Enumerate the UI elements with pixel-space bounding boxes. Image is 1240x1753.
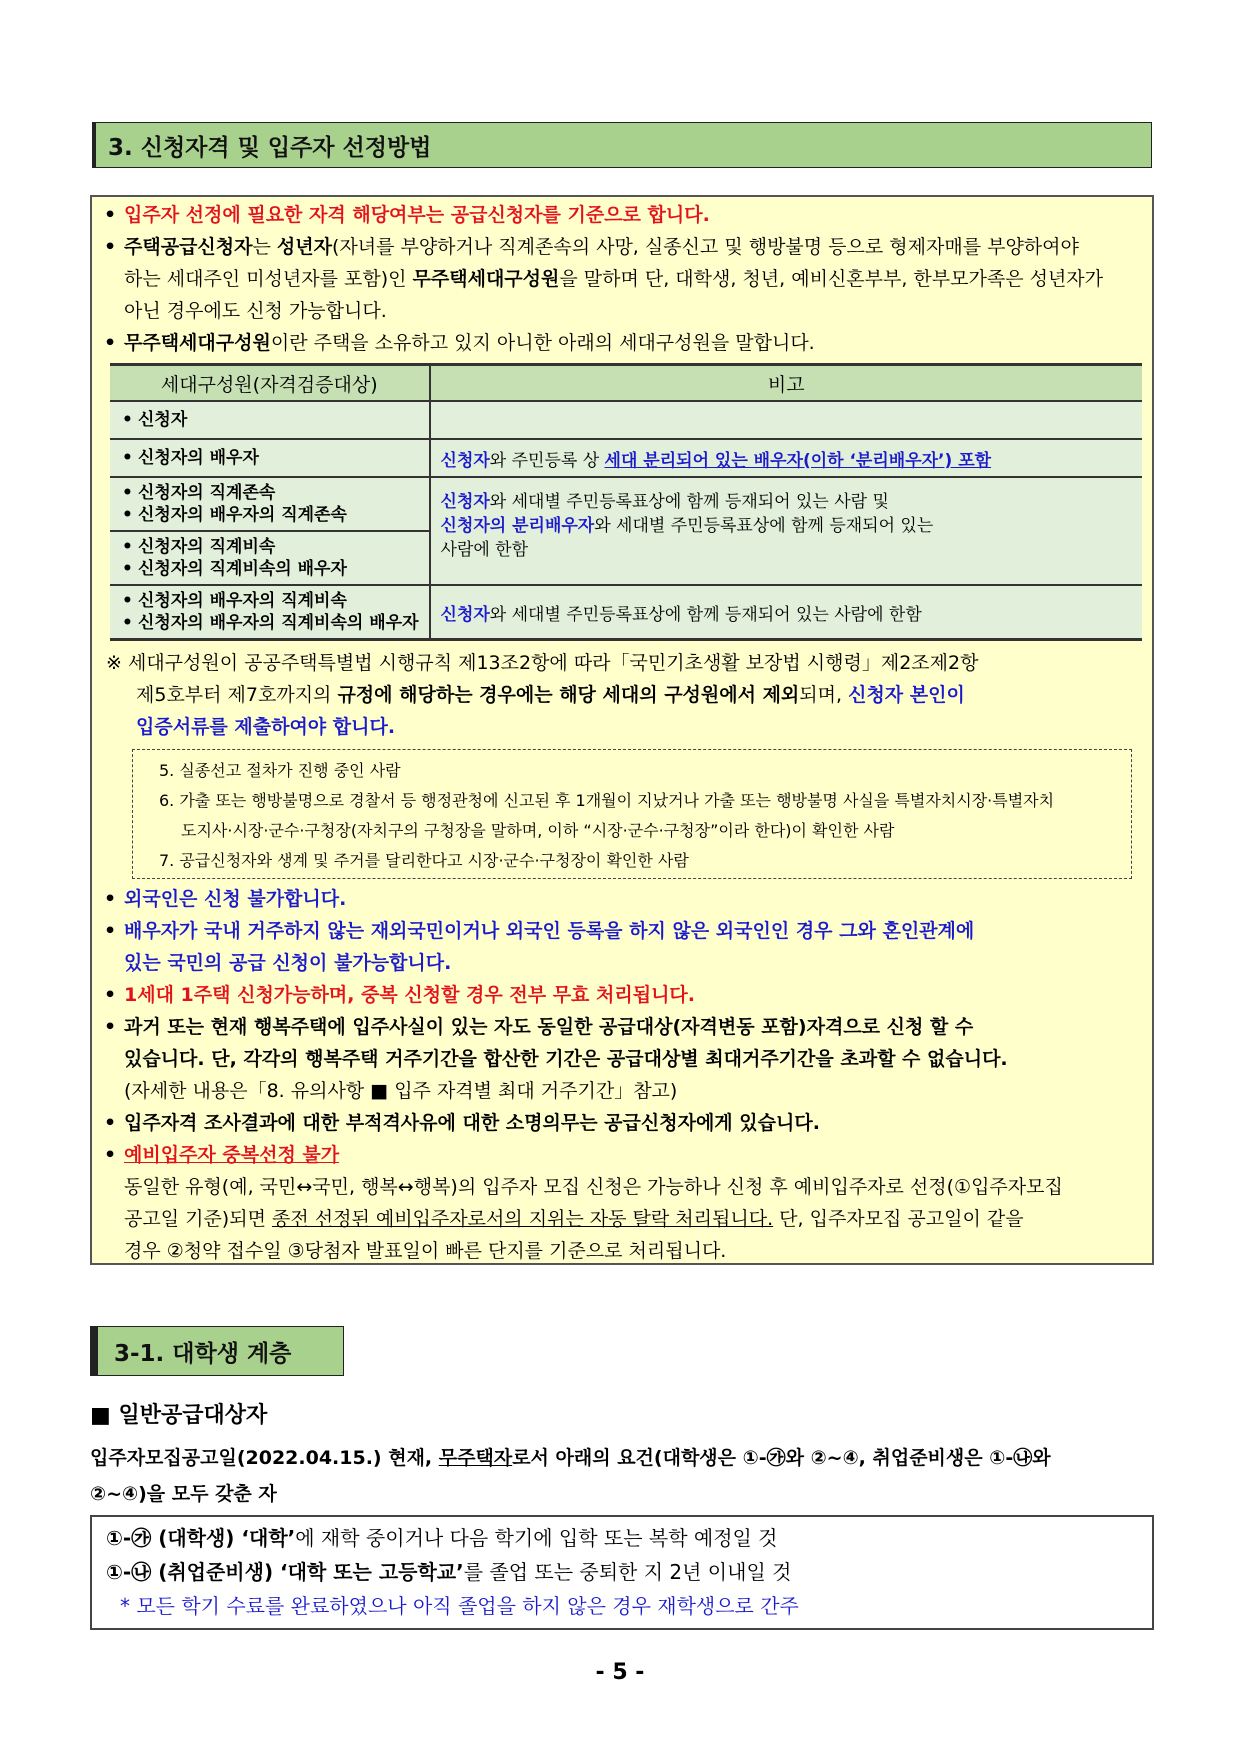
eligibility-box (90, 195, 1154, 1265)
exclusion-note-line2: 제5호부터 제7호까지의 규정에 해당하는 경우에는 해당 세대의 구성원에서 제외되며, 신청자 본인이 (136, 684, 965, 706)
subsection-title: 3-1. 대학생 계층 (90, 1326, 344, 1376)
requirement-job-seeker: ①-㉯ (취업준비생) ‘대학 또는 고등학교’를 졸업 또는 중퇴한 지 2년 이내일 것 (106, 1560, 792, 1584)
requirement-note: * 모든 학기 수료를 완료하였으나 아직 졸업을 하지 않은 경우 재학생으로 간주 (120, 1594, 799, 1618)
applicant-definition-line2: 하는 세대주인 미성년자를 포함)인 무주택세대구성원을 말하며 단, 대학생, 청년, 예비신혼부부, 한부모가족은 성년자가 (124, 268, 1104, 290)
table-row: • 신청자의 배우자 신청자와 주민등록 상 세대 분리되어 있는 배우자(이하 ‘분리배우자’) 포함 (110, 439, 1142, 477)
bullet-selection-basis: • 입주자 선정에 필요한 자격 해당여부는 공급신청자를 기준으로 합니다. (102, 199, 1146, 231)
bullet-household-member: • 무주택세대구성원이란 주택을 소유하고 있지 아니한 아래의 세대구성원을 말합니다. (102, 327, 1146, 359)
applicant-definition-line3: 아닌 경우에도 신청 가능합니다. (124, 300, 387, 322)
past-residence-line3: (자세한 내용은「8. 유의사항 ■ 입주 자격별 최대 거주기간」참고) (124, 1080, 678, 1102)
duplicate-waitlist-line2: 공고일 기준)되면 종전 선정된 예비입주자로서의 지위는 자동 탈락 처리됩니다. 단, 입주자모집 공고일이 같을 (124, 1208, 1024, 1230)
duplicate-waitlist-line3: 경우 ②청약 접수일 ③당첨자 발표일이 빠른 단지를 기준으로 처리됩니다. (124, 1240, 727, 1262)
bullet-no-duplicate-waitlist: • 예비입주자 중복선정 불가 (102, 1139, 1146, 1171)
table-row: • 신청자 (110, 401, 1142, 439)
bullet-one-household: • 1세대 1주택 신청가능하며, 중복 신청할 경우 전부 무효 처리됩니다. (102, 979, 1146, 1011)
exclusion-item-7: 7. 공급신청자와 생계 및 주거를 달리한다고 시장·군수·구청장이 확인한 사람 (159, 851, 689, 870)
bullet-applicant-definition: • 주택공급신청자는 성년자(자녀를 부양하거나 직계존속의 사망, 실종신고 및 행방불명 등으로 형제자매를 부양하여야 (102, 231, 1146, 263)
eligibility-criteria: 입주자모집공고일(2022.04.15.) 현재, 무주택자로서 아래의 요건(대학생은 ①-㉮와 ②~④, 취업준비생은 ①-㉯와 ②~④)을 모두 갖춘 자 (90, 1447, 1051, 1505)
table-row: • 신청자의 직계존속 • 신청자의 배우자의 직계존속 신청자와 세대별 주민등록표상에 함께 등재되어 있는 사람 및 신청자의 분리배우자와 세대별 주민등록표상에 함께 등재되어 있는 사람에 한함 (110, 477, 1142, 531)
page-number: - 5 - (595, 1660, 645, 1685)
table-header-note: 비고 (430, 365, 1142, 402)
general-supply-heading: ■ 일반공급대상자 (90, 1403, 268, 1428)
requirements-box (90, 1515, 1154, 1630)
section-title: 3. 신청자격 및 입주자 선정방법 (92, 122, 1152, 168)
exclusion-items-box (132, 749, 1132, 879)
bullet-spouse-abroad: • 배우자가 국내 거주하지 않는 재외국민이거나 외국인 등록을 하지 않은 외국인인 경우 그와 혼인관계에 (102, 915, 1146, 947)
duplicate-waitlist-line1: 동일한 유형(예, 국민↔국민, 행복↔행복)의 입주자 모집 신청은 가능하나 신청 후 예비입주자로 선정(①입주자모집 (124, 1176, 1063, 1198)
table-row: • 신청자의 직계비속 • 신청자의 직계비속의 배우자 (110, 531, 1142, 585)
past-residence-line2: 있습니다. 단, 각각의 행복주택 거주기간을 합산한 기간은 공급대상별 최대거주기간을 초과할 수 없습니다. (124, 1048, 1008, 1070)
exclusion-item-6-cont: 도지사·시장·군수·구청장(자치구의 구청장을 말하며, 이하 “시장·군수·구청장”이라 한다)이 확인한 사람 (181, 821, 895, 840)
spouse-abroad-line2: 있는 국민의 공급 신청이 불가능합니다. (124, 952, 452, 974)
bullet-past-residence: • 과거 또는 현재 행복주택에 입주사실이 있는 자도 동일한 공급대상(자격변동 포함)자격으로 신청 할 수 (102, 1011, 1146, 1043)
table-row: • 신청자의 배우자의 직계비속 • 신청자의 배우자의 직계비속의 배우자 신청자와 세대별 주민등록표상에 함께 등재되어 있는 사람에 한함 (110, 585, 1142, 640)
exclusion-item-6: 6. 가출 또는 행방불명으로 경찰서 등 행정관청에 신고된 후 1개월이 지났거나 가출 또는 행방불명 사실을 특별자치시장·특별자치 (159, 791, 1055, 810)
household-member-table (110, 363, 1142, 641)
requirement-student: ①-㉮ (대학생) ‘대학’에 재학 중이거나 다음 학기에 입학 또는 복학 예정일 것 (106, 1526, 778, 1550)
bullet-explanation-duty: • 입주자격 조사결과에 대한 부적격사유에 대한 소명의무는 공급신청자에게 있습니다. (102, 1107, 1146, 1139)
bullet-foreigner: • 외국인은 신청 불가합니다. (102, 883, 1146, 915)
exclusion-note-line1: ※ 세대구성원이 공공주택특별법 시행규칙 제13조2항에 따라「국민기초생활 보장법 시행령」제2조제2항 (106, 652, 979, 674)
exclusion-note-line3: 입증서류를 제출하여야 합니다. (136, 716, 396, 738)
table-header-member: 세대구성원(자격검증대상) (110, 365, 430, 402)
exclusion-item-5: 5. 실종선고 절차가 진행 중인 사람 (159, 761, 401, 780)
